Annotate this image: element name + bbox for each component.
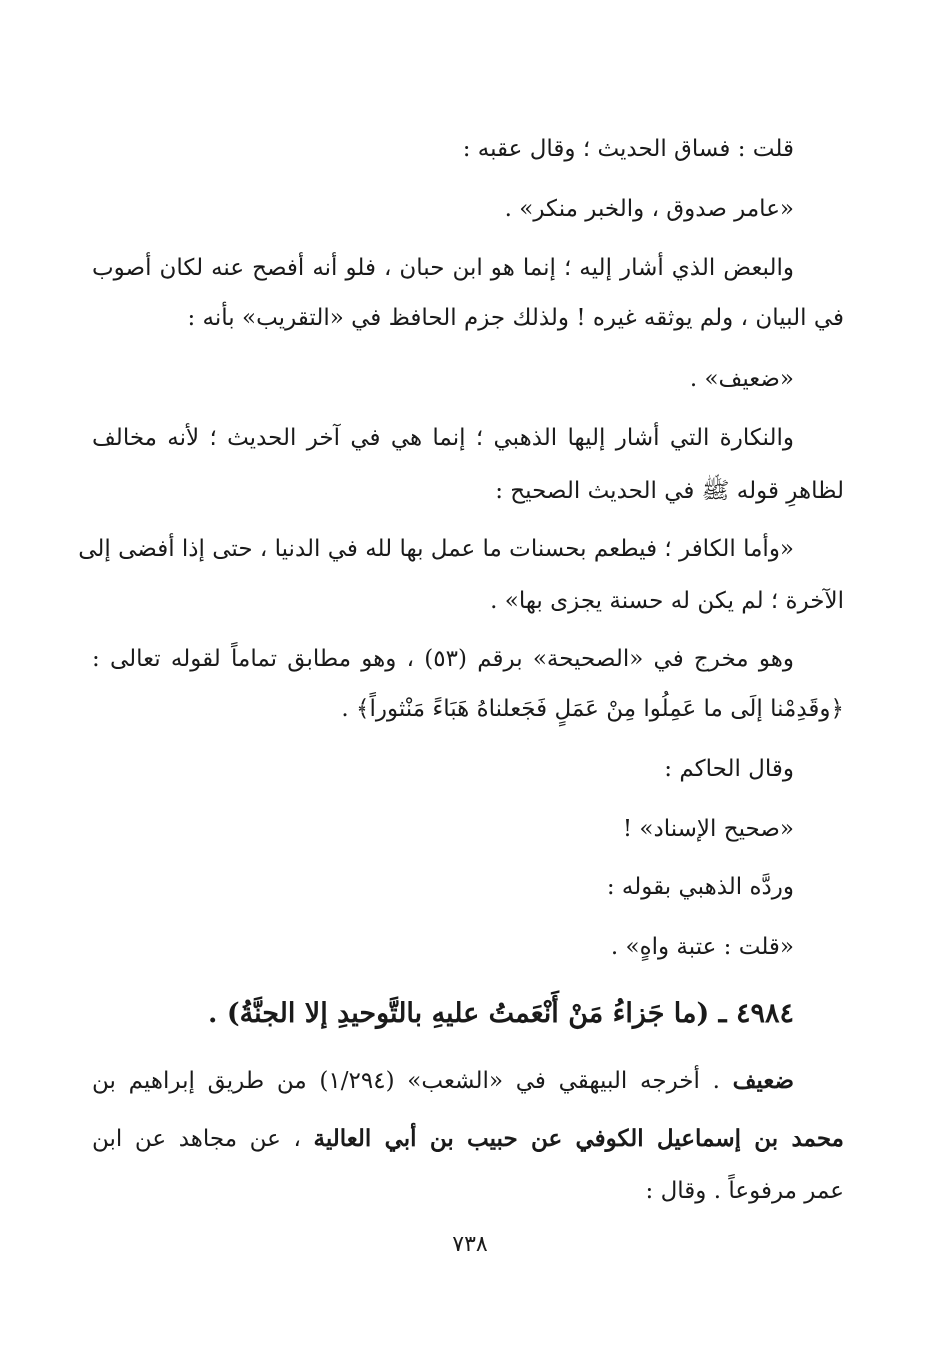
text-line-14: وردَّه الذهبي بقوله : [606, 874, 794, 900]
hadith-heading: ٤٩٨٤ ـ (ما جَزاءُ مَنْ أَنْعَمتُ عليهِ بالتَّوحيدِ إلا الجنَّةُ) . [208, 998, 794, 1029]
takhrij-line-1 [92, 1064, 844, 1098]
text-line-3: والبعض الذي أشار إليه ؛ إنما هو ابن حبان ، فلو أنه أفصح عنه لكان أصوب [92, 255, 794, 281]
quran-verse: ﴿وقَدِمْنا إلَى ما عَمِلُوا مِنْ عَمَلٍ فَجَعلناهُ هَبَاءً مَنْثوراً﴾ . [341, 696, 844, 722]
text-line-8: «وأما الكافر ؛ فيطعم بحسنات ما عمل بها لله في الدنيا ، حتى إذا أفضى إلى [78, 536, 794, 562]
text-line-4: في البيان ، ولم يوثقه غيره ! ولذلك جزم الحافظ في «التقريب» بأنه : [187, 305, 844, 331]
text-line-9: الآخرة ؛ لم يكن له حسنة يجزى بها» . [490, 588, 844, 614]
text-line-5: «ضعيف» . [689, 366, 794, 392]
takhrij-line-3: عمر مرفوعاً . وقال : [645, 1178, 844, 1204]
text-line-1: قلت : فساق الحديث ؛ وقال عقبه : [462, 136, 794, 162]
text-line-2: «عامر صدوق ، والخبر منكر» . [504, 196, 794, 222]
page-number: ٧٣٨ [452, 1232, 488, 1257]
takhrij-line-2-text: ، عن مجاهد عن ابن [92, 1126, 314, 1152]
text-line-15: «قلت : عتبة واهٍ» . [610, 934, 794, 960]
text-line-6: والنكارة التي أشار إليها الذهبي ؛ إنما هي في آخر الحديث ؛ لأنه مخالف [92, 425, 794, 451]
text-line-13: «صحيح الإسناد» ! [622, 816, 794, 842]
text-line-7: لظاهرِ قوله ﷺ في الحديث الصحيح : [495, 478, 844, 504]
text-line-12: وقال الحاكم : [664, 756, 794, 782]
takhrij-line-1-text: . أخرجه البيهقي في «الشعب» (١/٢٩٤) من طريق إبراهيم بن [92, 1068, 733, 1094]
grade-label: ضعيف [732, 1067, 794, 1094]
text-line-10: وهو مخرج في «الصحيحة» برقم (٥٣) ، وهو مطابق تماماً لقوله تعالى : [92, 646, 794, 672]
takhrij-line-2 [92, 1122, 844, 1156]
narrator-chain: محمد بن إسماعيل الكوفي عن حبيب بن أبي العالية [313, 1125, 844, 1152]
